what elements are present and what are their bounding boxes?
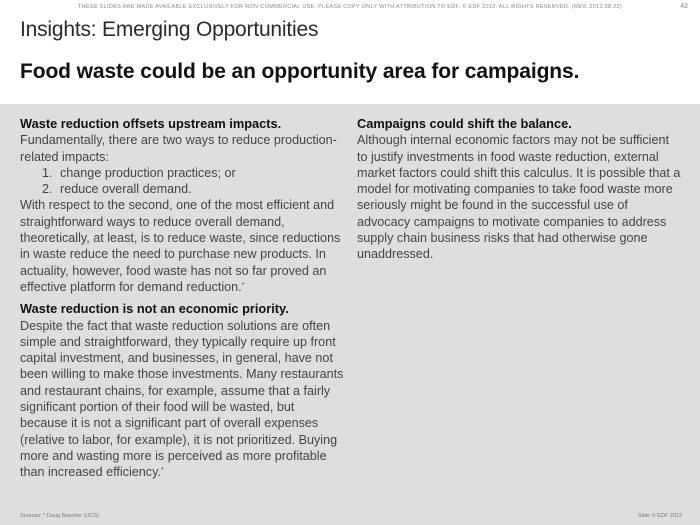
upstream-impacts-intro: Fundamentally, there are two ways to reduce production-related impacts: — [20, 133, 337, 164]
economic-priority-heading: Waste reduction is not an economic priority. — [20, 301, 289, 317]
slide-credit: Slide © EDF 2013 — [637, 513, 682, 519]
economic-priority-body — [20, 318, 345, 481]
right-column — [357, 116, 682, 263]
slide-headline: Food waste could be an opportunity area for campaigns. — [20, 60, 580, 83]
campaigns-heading: Campaigns could shift the balance. — [357, 116, 572, 131]
disclaimer-text: THESE SLIDES ARE MADE AVAILABLE EXCLUSIVELY FOR NON-COMMERCIAL USE. PLEASE COPY ONLY WITH ATTRIBUTION TO EDF. © EDF 2013. ALL RIGHTS RESERVED. (REV. 2013.08.22) — [78, 4, 622, 10]
section-title: Insights: Emerging Opportunities — [20, 18, 319, 41]
left-column — [20, 116, 345, 481]
sources-note: Sources: * Doug Boucher (UCS) — [20, 513, 99, 519]
footnote-marker: * — [241, 281, 245, 289]
upstream-impacts-body — [20, 197, 345, 295]
list-item: 1. change production practices; or — [56, 165, 345, 181]
upstream-impacts-block — [20, 116, 345, 295]
footnote-marker: * — [160, 467, 164, 475]
upstream-impacts-body-text: With respect to the second, one of the most efficient and straightforward ways to reduce overall demand, theoretically, at least, is to reduce waste, since reductions in waste reduce the need to purchase new products. In actuality, however, food waste has not so far proved an effective platform for demand reduction. — [20, 198, 341, 294]
content-panel — [0, 104, 700, 525]
campaigns-body: Although internal economic factors may not be sufficient to justify investments in food waste reduction, external market factors could shift this calculus. It is possible that a model for motivating companies to take food waste more seriously might be found in the successful use of advocacy campaigns to motivate companies to address supply chain business risks that had otherwise gone unaddressed. — [357, 133, 681, 262]
economic-priority-block — [20, 301, 345, 480]
upstream-impacts-heading: Waste reduction offsets upstream impacts. — [20, 116, 282, 131]
reduction-methods-list — [20, 165, 345, 198]
page-number: 42 — [680, 3, 688, 10]
list-item: 2. reduce overall demand. — [56, 181, 345, 197]
economic-priority-body-text: Despite the fact that waste reduction solutions are often simple and straightforward, they typically require up front capital investment, and businesses, in general, have not been willing to make those investments. Many restaurants and restaurant chains, for example, assume that a fairly significant portion of their food will be wasted, but because it is not a significant part of overall expenses (relative to labor, for example), it is not prioritized. Buying more and wasting more is perceived as more profitable than increased efficiency. — [20, 318, 344, 480]
